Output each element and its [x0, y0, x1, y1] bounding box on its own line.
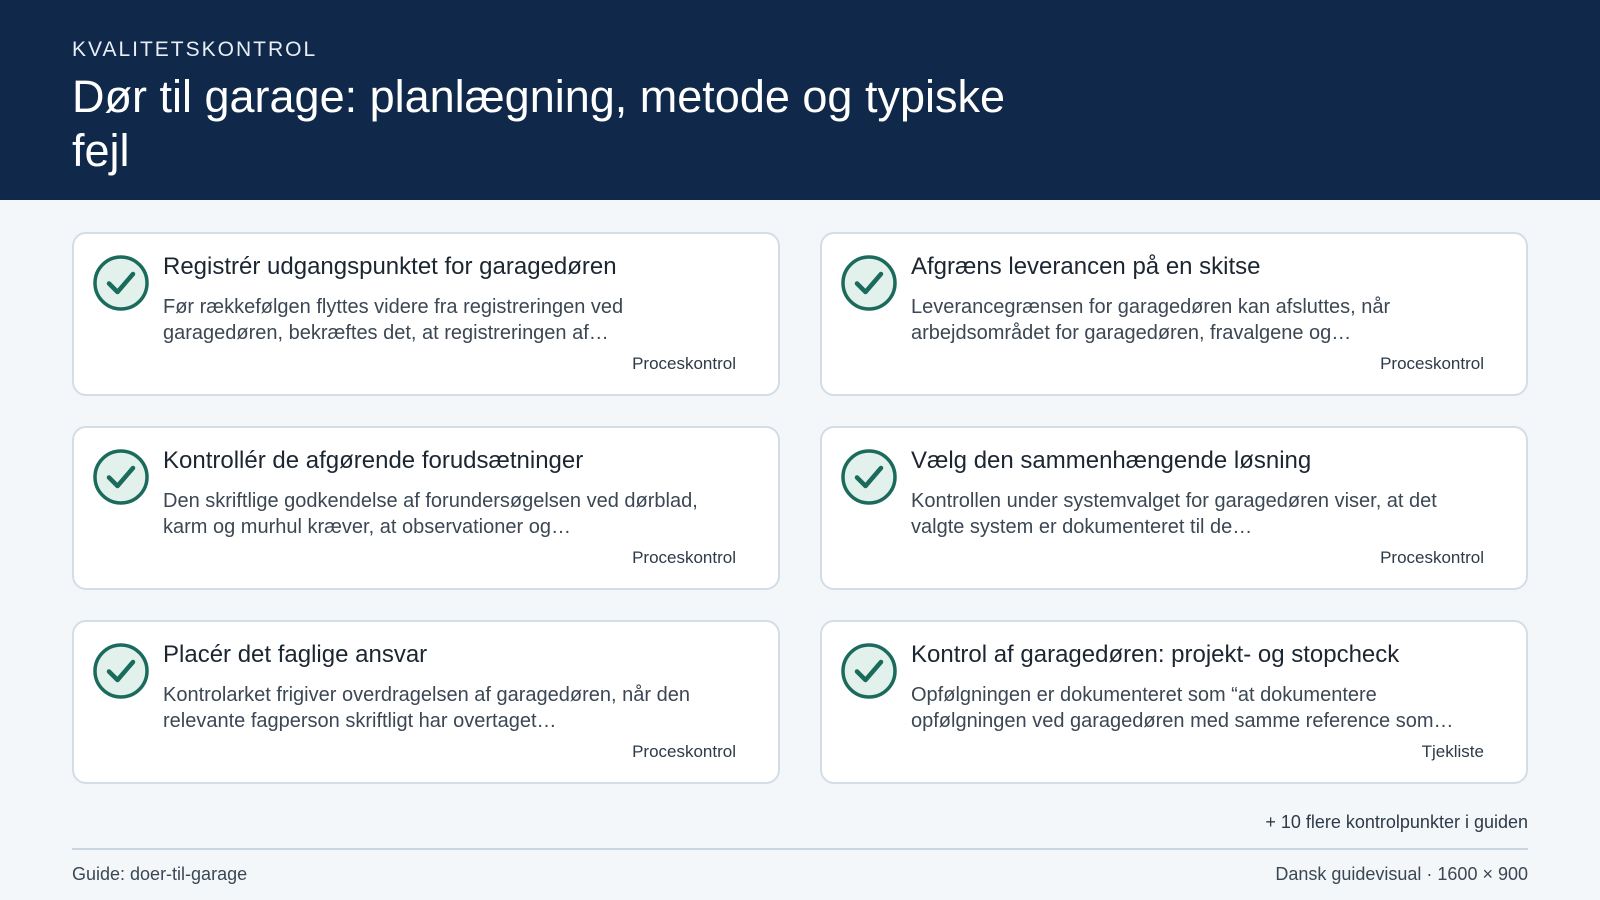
checkpoint-card[interactable]	[72, 426, 780, 590]
card-description: Kontrolarket frigiver overdragelsen af garagedøren, når den relevante fagperson skriftligt har overtaget…	[163, 684, 690, 732]
more-checkpoints-link[interactable]: + 10 flere kontrolpunkter i guiden	[1265, 812, 1528, 832]
card-description: Den skriftlige godkendelse af forundersøgelsen ved dørblad, karm og murhul kræver, at observationer og…	[163, 490, 698, 538]
card-category-tag: Proceskontrol	[632, 354, 736, 373]
eyebrow-label: KVALITETSKONTROL	[72, 38, 318, 61]
card-description: Kontrollen under systemvalget for garagedøren viser, at det valgte system er dokumenteret til de…	[911, 490, 1437, 538]
check-circle-icon	[840, 448, 898, 506]
checkpoint-card[interactable]	[820, 232, 1528, 396]
page-title: Dør til garage: planlægning, metode og typiske fejl	[72, 71, 1006, 176]
checkpoint-card[interactable]	[820, 426, 1528, 590]
footer-divider	[72, 848, 1528, 850]
card-description: Leverancegrænsen for garagedøren kan afsluttes, når arbejdsområdet for garagedøren, fravalgene og…	[911, 296, 1391, 344]
check-circle-icon	[840, 254, 898, 312]
card-description: Før rækkefølgen flyttes videre fra registreringen ved garagedøren, bekræftes det, at registreringen af…	[163, 296, 624, 344]
footer-meta: Dansk guidevisual · 1600 × 900	[1275, 864, 1528, 884]
card-title: Vælg den sammenhængende løsning	[911, 447, 1312, 474]
card-category-tag: Proceskontrol	[1380, 548, 1484, 567]
checkpoint-card[interactable]	[72, 620, 780, 784]
checkpoint-card[interactable]	[72, 232, 780, 396]
checkpoint-card[interactable]	[820, 620, 1528, 784]
check-circle-icon	[92, 254, 150, 312]
card-title: Afgræns leverancen på en skitse	[911, 253, 1261, 280]
card-description: Opfølgningen er dokumenteret som “at dokumentere opfølgningen ved garagedøren med samme reference som…	[911, 684, 1454, 732]
card-title: Kontrollér de afgørende forudsætninger	[163, 447, 584, 474]
check-circle-icon	[92, 448, 150, 506]
card-category-tag: Proceskontrol	[632, 548, 736, 567]
card-category-tag: Proceskontrol	[1380, 354, 1484, 373]
card-title: Placér det faglige ansvar	[163, 641, 428, 668]
page-header	[0, 0, 1600, 200]
card-title: Registrér udgangspunktet for garagedøren	[163, 253, 617, 280]
check-circle-icon	[92, 642, 150, 700]
card-title: Kontrol af garagedøren: projekt- og stopcheck	[911, 641, 1400, 668]
footer-guide-slug: Guide: doer-til-garage	[72, 864, 248, 884]
check-circle-icon	[840, 642, 898, 700]
card-category-tag: Tjekliste	[1421, 742, 1484, 761]
card-category-tag: Proceskontrol	[632, 742, 736, 761]
checkpoint-grid	[72, 232, 1528, 784]
